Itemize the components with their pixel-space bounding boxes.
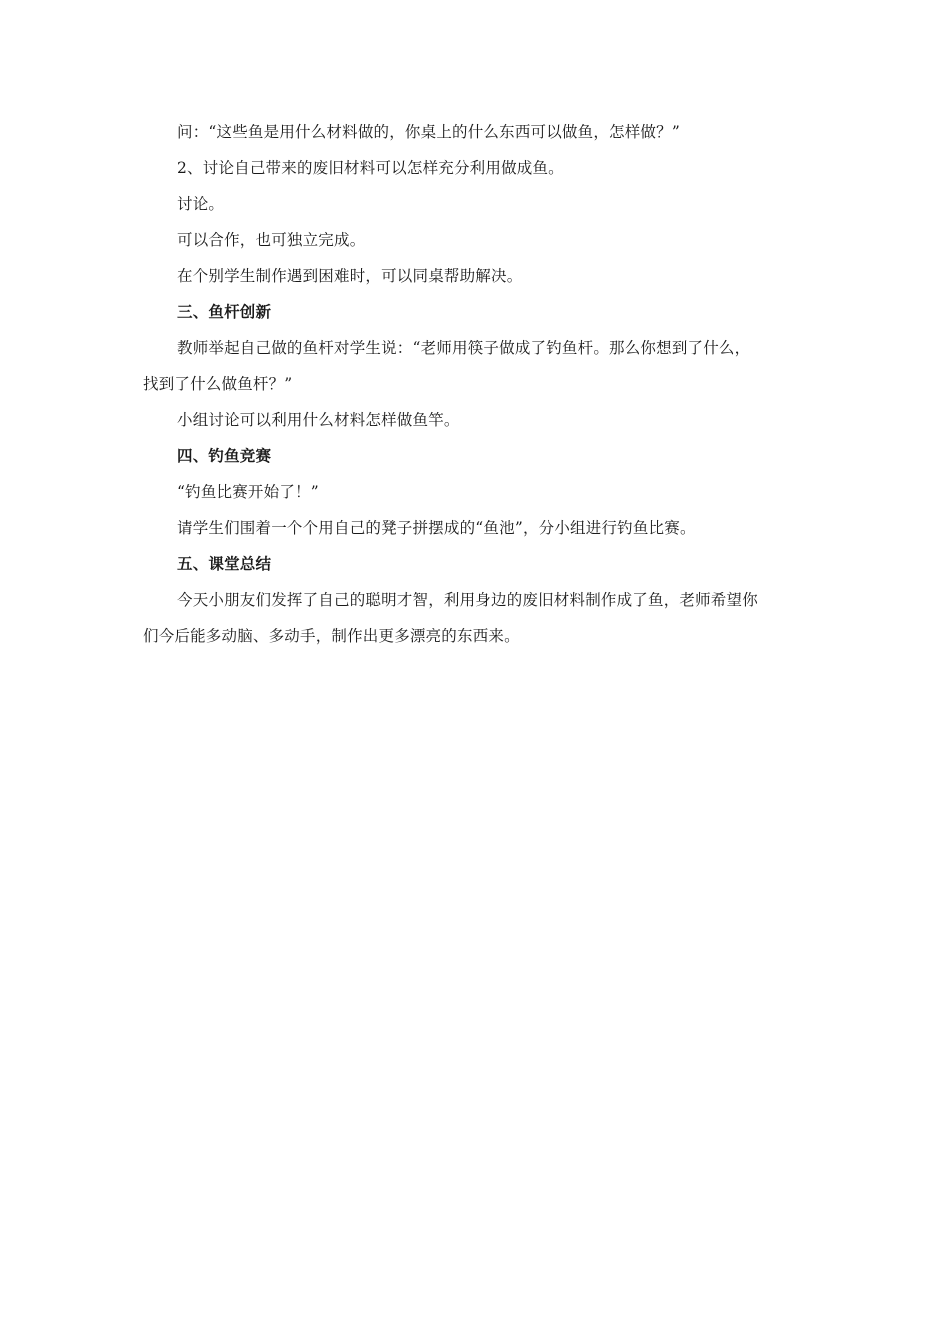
paragraph-summary-continued: 们今后能多动脑、多动手，制作出更多漂亮的东西来。 xyxy=(143,627,520,645)
paragraph-cooperate: 可以合作，也可独立完成。 xyxy=(177,231,366,249)
paragraph-question: 问：“这些鱼是用什么材料做的，你桌上的什么东西可以做鱼，怎样做？” xyxy=(177,123,680,141)
paragraph-help: 在个别学生制作遇到困难时，可以同桌帮助解决。 xyxy=(177,267,523,285)
paragraph-discuss-materials: 2、讨论自己带来的废旧材料可以怎样充分利用做成鱼。 xyxy=(177,159,564,177)
paragraph-teacher-rod: 教师举起自己做的鱼杆对学生说：“老师用筷子做成了钓鱼杆。那么你想到了什么， xyxy=(177,339,751,357)
section-heading-summary: 五、课堂总结 xyxy=(177,555,272,573)
paragraph-teacher-rod-continued: 找到了什么做鱼杆？” xyxy=(143,375,293,393)
document-body xyxy=(143,114,809,654)
paragraph-fish-pond: 请学生们围着一个个用自己的凳子拼摆成的“鱼池”，分小组进行钓鱼比赛。 xyxy=(177,519,696,537)
paragraph-summary: 今天小朋友们发挥了自己的聪明才智，利用身边的废旧材料制作成了鱼，老师希望你 xyxy=(177,591,758,609)
paragraph-discussion: 讨论。 xyxy=(177,195,225,213)
section-heading-fishing-rod: 三、鱼杆创新 xyxy=(177,303,272,321)
section-heading-competition: 四、钓鱼竞赛 xyxy=(177,447,272,465)
paragraph-group-discussion: 小组讨论可以利用什么材料怎样做鱼竿。 xyxy=(177,411,460,429)
paragraph-competition-start: “钓鱼比赛开始了！” xyxy=(177,483,319,501)
